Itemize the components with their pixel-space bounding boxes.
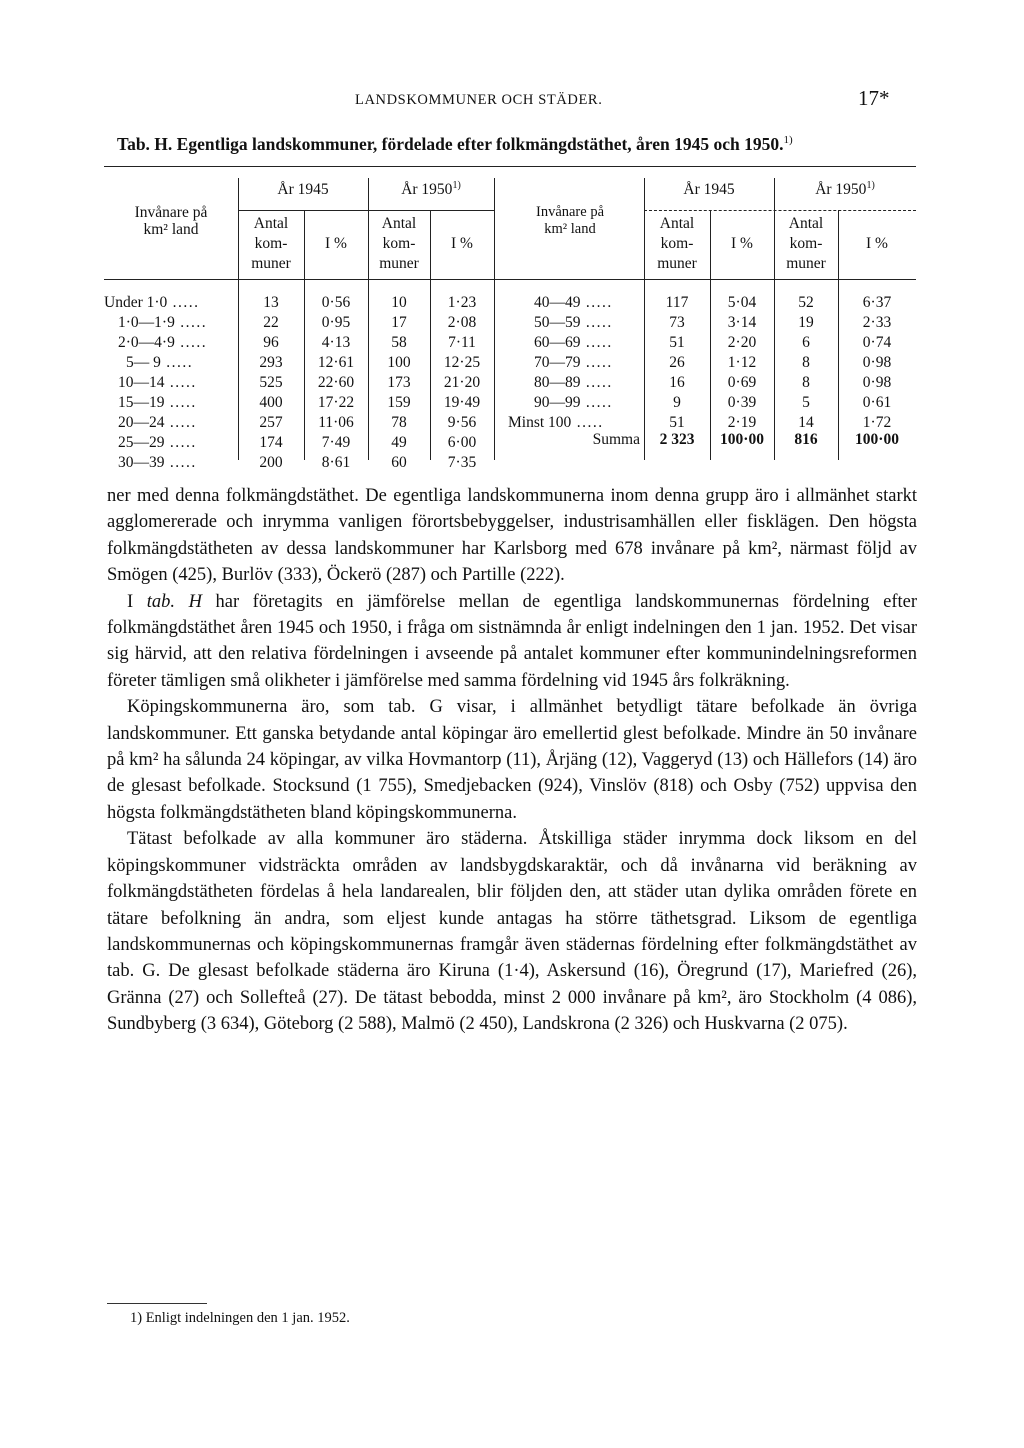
density-table bbox=[104, 166, 916, 471]
row-label: 15—19 ..... bbox=[118, 394, 197, 411]
row-label-text: 80—89 bbox=[534, 374, 581, 391]
year-footnote-mark: 1) bbox=[452, 179, 461, 191]
row-label-text: 15—19 bbox=[118, 394, 165, 411]
cell-value: 60 bbox=[391, 454, 407, 471]
summa-antal-1950: 816 bbox=[794, 431, 818, 448]
row-label-text: 30—39 bbox=[118, 454, 165, 471]
text-run: I bbox=[127, 591, 147, 612]
cell-value: 173 bbox=[387, 374, 411, 391]
year-header-1950-right bbox=[774, 180, 916, 200]
cell-value: 5·04 bbox=[727, 294, 757, 311]
year-label: År 1950 bbox=[401, 181, 453, 198]
cell-value: 293 bbox=[259, 354, 283, 371]
col-rule bbox=[494, 178, 495, 460]
cell-value: 96 bbox=[263, 334, 279, 351]
antal-line: Antal bbox=[253, 215, 289, 232]
right-row-labels bbox=[506, 293, 644, 433]
row-label: 20—24 ..... bbox=[118, 414, 197, 431]
antal-line: Antal bbox=[659, 215, 695, 232]
stub-header-line: km² land bbox=[544, 221, 596, 237]
cell-value: 17·22 bbox=[317, 394, 355, 411]
text-run-italic: tab. bbox=[146, 591, 175, 612]
cell-value: 12·25 bbox=[443, 354, 481, 371]
cell-value: 52 bbox=[798, 294, 814, 311]
row-label-text: Under 1·0 bbox=[104, 294, 168, 311]
cell-value: 1·23 bbox=[447, 294, 477, 311]
footnote-rule bbox=[107, 1303, 207, 1304]
row-label: 30—39 ..... bbox=[118, 454, 197, 471]
cell-value: 19 bbox=[798, 314, 814, 331]
cell-value: 51 bbox=[669, 334, 685, 351]
year-label: År 1950 bbox=[815, 181, 867, 198]
running-head: LANDSKOMMUNER OCH STÄDER. bbox=[355, 92, 603, 108]
cell-value: 5 bbox=[802, 394, 810, 411]
cell-value: 7·49 bbox=[321, 434, 351, 451]
cell-value: 22 bbox=[263, 314, 279, 331]
row-label: 25—29 ..... bbox=[118, 434, 197, 451]
paragraph: ner med denna folkmängdstäthet. De egentliga landskommunerna inom denna grupp äro i allmänhet starkt agglomererade och inrymma vanligen förortsbebyggelser, industrisamhällen eller fisklägen. Den högsta folkmängdstätheten av dessa landskommuner har Karlsborg med 678 invånare på km², närmast följd av Smögen (425), Burlöv (333), Öckerö (287) och Partille (222). bbox=[107, 486, 917, 586]
stub-header-line: Invånare på bbox=[535, 204, 605, 220]
stub-header-line: km² land bbox=[143, 221, 199, 238]
year-header-1945-left: År 1945 bbox=[277, 181, 329, 198]
antal-line: kom- bbox=[789, 235, 823, 252]
cell-value: 1·12 bbox=[727, 354, 757, 371]
right-antal-1950 bbox=[774, 293, 838, 433]
row-label-text: 5— 9 bbox=[126, 354, 161, 371]
left-antal-1945 bbox=[238, 293, 304, 473]
cell-value: 4·13 bbox=[321, 334, 351, 351]
cell-value: 525 bbox=[259, 374, 283, 391]
row-label-text: 70—79 bbox=[534, 354, 581, 371]
row-label: 80—89 ..... bbox=[534, 374, 613, 391]
cell-value: 22·60 bbox=[317, 374, 355, 391]
cell-value: 0·74 bbox=[862, 334, 892, 351]
stub-header-left bbox=[104, 204, 238, 238]
pct-header: I % bbox=[451, 235, 473, 252]
summa-pct-1950: 100·00 bbox=[855, 431, 899, 448]
cell-value: 174 bbox=[259, 434, 283, 451]
row-label-text: 40—49 bbox=[534, 294, 581, 311]
paragraph: Tätast befolkade av alla kommuner äro städerna. Åtskilliga städer inrymma dock liksom en del köpingskommuner vidsträckta områden av landsbygdskaraktär, och då invånarna vid beräkning av folkmängdstätheten fördelas å hela landarealen, blir följden den, att städer utan dylika områden förete en tätare befolkning än andra, som eljest kunde antagas ha större täthetsgrad. Liksom de egentliga landskommunernas och köpingskommunernas framgår även städernas fördelning efter folkmängdstäthet av tab. G. De glesast befolkade städerna äro Kiruna (1·4), Askersund (16), Öregrund (17), Mariefred (26), Gränna (27) och Sollefteå (27). De tätast bebodda, minst 2 000 invånare på km², äro Stockholm (4 086), Sundbyberg (3 634), Göteborg (2 588), Malmö (2 450), Landskrona (2 326) och Huskvarna (2 075). bbox=[107, 829, 917, 1035]
cell-value: 159 bbox=[387, 394, 411, 411]
stub-header-right bbox=[496, 204, 644, 238]
cell-value: 11·06 bbox=[318, 414, 354, 431]
cell-value: 0·39 bbox=[727, 394, 757, 411]
antal-line: muner bbox=[251, 255, 291, 272]
cell-value: 0·61 bbox=[862, 394, 892, 411]
text-run: har företagits en jämförelse mellan de egentliga landskommunernas fördelning efter folkmängdstäthet åren 1945 och 1950, i fråga om sistnämnda år enligt indelningen den 1 jan. 1952. Det visar sig härvid, att den relativa fördelningen i avseende på antalet kommuner efter kommunindelningsreformen företer tämligen små olikheter i jämförelse med samma fördelning vid 1945 års folkräkning. bbox=[107, 591, 917, 691]
cell-value: 8·61 bbox=[321, 454, 351, 471]
row-label-text: Minst 100 bbox=[508, 414, 572, 431]
row-label: 90—99 ..... bbox=[534, 394, 613, 411]
row-label: Under 1·0 ..... bbox=[104, 294, 200, 311]
right-pct-1945 bbox=[710, 293, 774, 433]
cell-value: 13 bbox=[263, 294, 279, 311]
row-label-text: 90—99 bbox=[534, 394, 581, 411]
right-antal-1945 bbox=[644, 293, 710, 433]
cell-value: 400 bbox=[259, 394, 283, 411]
table-caption bbox=[117, 134, 927, 155]
left-pct-1945 bbox=[304, 293, 368, 473]
cell-value: 2·08 bbox=[447, 314, 477, 331]
left-pct-1950 bbox=[430, 293, 494, 473]
cell-value: 9 bbox=[673, 394, 681, 411]
cell-value: 58 bbox=[391, 334, 407, 351]
antal-header bbox=[368, 214, 430, 274]
cell-value: 6 bbox=[802, 334, 810, 351]
paragraph: Köpingskommunerna äro, som tab. G visar, i allmänhet betydligt tätare befolkade än övriga landskommuner. Ett ganska betydande antal köpingar äro emellertid glest befolkade. Mindre än 50 invånare på km² ha sålunda 24 köpingar, av vilka Hovmantorp (11), Årjäng (12), Vaggeryd (13) och Hällefors (14) äro de glesast befolkade. Stocksund (1 755), Smedjebacken (924), Vinslöv (818) och Osby (752) uppvisa den högsta folkmängdstätheten bland köpingskommunerna. bbox=[107, 697, 917, 823]
antal-line: muner bbox=[379, 255, 419, 272]
antal-line: muner bbox=[657, 255, 697, 272]
cell-value: 0·56 bbox=[321, 294, 351, 311]
cell-value: 19·49 bbox=[443, 394, 481, 411]
cell-value: 49 bbox=[391, 434, 407, 451]
row-label-text: 50—59 bbox=[534, 314, 581, 331]
table-top-rule bbox=[104, 166, 916, 167]
cell-value: 0·95 bbox=[321, 314, 351, 331]
row-label: Minst 100 ..... bbox=[508, 414, 604, 431]
antal-header bbox=[774, 214, 838, 274]
cell-value: 0·98 bbox=[862, 374, 892, 391]
cell-value: 73 bbox=[669, 314, 685, 331]
row-label: 60—69 ..... bbox=[534, 334, 613, 351]
left-row-labels bbox=[104, 293, 236, 473]
antal-header bbox=[644, 214, 710, 274]
cell-value: 8 bbox=[802, 374, 810, 391]
cell-value: 78 bbox=[391, 414, 407, 431]
cell-value: 51 bbox=[669, 414, 685, 431]
cell-value: 16 bbox=[669, 374, 685, 391]
cell-value: 17 bbox=[391, 314, 407, 331]
cell-value: 9·56 bbox=[447, 414, 477, 431]
cell-value: 200 bbox=[259, 454, 283, 471]
cell-value: 26 bbox=[669, 354, 685, 371]
cell-value: 117 bbox=[665, 294, 689, 311]
pct-header: I % bbox=[866, 235, 888, 252]
year-span-rule-right bbox=[644, 210, 916, 211]
table-caption-text: Tab. H. Egentliga landskommuner, fördelade efter folkmängdstäthet, åren 1945 och 1950. bbox=[117, 134, 784, 154]
row-label: 5— 9 ..... bbox=[126, 354, 194, 371]
cell-value: 10 bbox=[391, 294, 407, 311]
row-label-text: 10—14 bbox=[118, 374, 165, 391]
summa-pct-1945: 100·00 bbox=[720, 431, 764, 448]
cell-value: 1·72 bbox=[862, 414, 892, 431]
row-label-text: 25—29 bbox=[118, 434, 165, 451]
row-label-text: 20—24 bbox=[118, 414, 165, 431]
cell-value: 3·14 bbox=[727, 314, 757, 331]
row-label: 40—49 ..... bbox=[534, 294, 613, 311]
antal-line: Antal bbox=[381, 215, 417, 232]
pct-header: I % bbox=[731, 235, 753, 252]
summa-antal-1945: 2 323 bbox=[659, 431, 695, 448]
cell-value: 21·20 bbox=[443, 374, 481, 391]
cell-value: 7·35 bbox=[447, 454, 477, 471]
footnote: 1) Enligt indelningen den 1 jan. 1952. bbox=[130, 1310, 350, 1326]
caption-footnote-mark: 1) bbox=[783, 134, 793, 147]
antal-header bbox=[238, 214, 304, 274]
cell-value: 0·98 bbox=[862, 354, 892, 371]
row-label: 10—14 ..... bbox=[118, 374, 197, 391]
left-antal-1950 bbox=[368, 293, 430, 473]
cell-value: 6·37 bbox=[862, 294, 892, 311]
row-label-text: 60—69 bbox=[534, 334, 581, 351]
cell-value: 257 bbox=[259, 414, 283, 431]
right-pct-1950 bbox=[838, 293, 916, 433]
antal-line: Antal bbox=[788, 215, 824, 232]
antal-line: kom- bbox=[660, 235, 694, 252]
year-header-1945-right: År 1945 bbox=[683, 181, 735, 198]
cell-value: 7·11 bbox=[448, 334, 476, 351]
row-label: 2·0—4·9 ..... bbox=[118, 334, 208, 351]
page-number: 17* bbox=[858, 86, 890, 110]
cell-value: 6·00 bbox=[447, 434, 477, 451]
year-footnote-mark: 1) bbox=[866, 179, 875, 191]
cell-value: 8 bbox=[802, 354, 810, 371]
summa-label: Summa bbox=[592, 431, 640, 448]
cell-value: 14 bbox=[798, 414, 814, 431]
cell-value: 12·61 bbox=[317, 354, 355, 371]
body-text bbox=[107, 483, 917, 1038]
cell-value: 2·19 bbox=[727, 414, 757, 431]
row-label-text: 2·0—4·9 bbox=[118, 334, 175, 351]
header-bottom-rule bbox=[104, 279, 916, 280]
antal-line: kom- bbox=[254, 235, 288, 252]
stub-header-line: Invånare på bbox=[134, 204, 208, 221]
year-span-rule-left bbox=[238, 210, 494, 211]
paragraph bbox=[107, 589, 917, 695]
cell-value: 2·20 bbox=[727, 334, 757, 351]
antal-line: kom- bbox=[382, 235, 416, 252]
row-label: 50—59 ..... bbox=[534, 314, 613, 331]
row-label: 1·0—1·9 ..... bbox=[118, 314, 208, 331]
cell-value: 2·33 bbox=[862, 314, 892, 331]
cell-value: 0·69 bbox=[727, 374, 757, 391]
text-run-italic: H bbox=[175, 591, 202, 612]
antal-line: muner bbox=[786, 255, 826, 272]
row-label-text: 1·0—1·9 bbox=[118, 314, 175, 331]
pct-header: I % bbox=[325, 235, 347, 252]
row-label: 70—79 ..... bbox=[534, 354, 613, 371]
year-header-1950-left bbox=[368, 180, 494, 200]
cell-value: 100 bbox=[387, 354, 411, 371]
